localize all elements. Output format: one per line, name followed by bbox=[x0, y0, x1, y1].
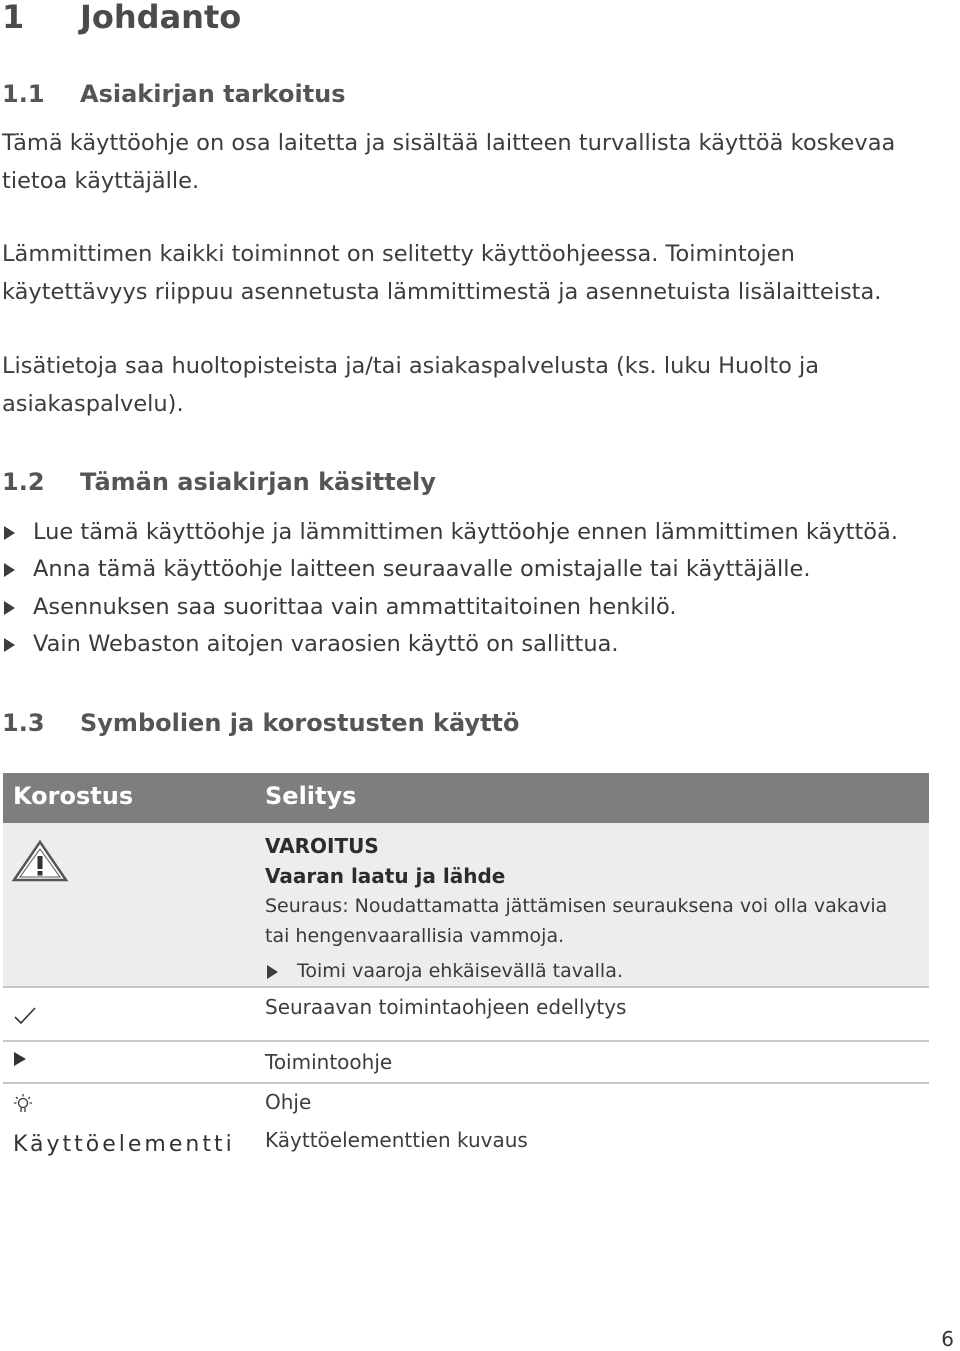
warning-subtitle: Vaaran laatu ja lähde bbox=[265, 864, 506, 888]
section-number: 1.2 bbox=[2, 468, 45, 496]
column-header-emphasis: Korostus bbox=[13, 782, 134, 810]
table-row bbox=[3, 1084, 929, 1122]
list-item bbox=[2, 514, 898, 551]
table-row bbox=[3, 1122, 929, 1167]
table-row bbox=[3, 1042, 929, 1084]
section-number: 1.3 bbox=[2, 709, 45, 737]
chapter-heading bbox=[2, 0, 241, 36]
list-item-text: Anna tämä käyttöohje laitteen seuraavalle omistajalle tai käyttäjälle. bbox=[33, 556, 811, 583]
section-heading-1-3 bbox=[2, 709, 520, 737]
symbols-table bbox=[3, 773, 929, 1167]
warning-title: VAROITUS bbox=[265, 834, 379, 858]
table-cell-text: Ohje bbox=[265, 1090, 312, 1114]
paragraph-functions: Lämmittimen kaikki toiminnot on selitetty käyttöohjeessa. Toimintojen käytettävyys riippuu asennetusta lämmittimestä ja asennetuista lisälaitteista. bbox=[2, 241, 882, 305]
warning-action-text: Toimi vaaroja ehkäisevällä tavalla. bbox=[297, 960, 623, 982]
table-row-warning bbox=[3, 823, 929, 988]
triangle-arrow-icon bbox=[4, 563, 15, 577]
section-heading-1-2 bbox=[2, 468, 436, 496]
list-item bbox=[2, 626, 898, 663]
paragraph-purpose: Tämä käyttöohje on osa laitetta ja sisältää laitteen turvallista käyttöä koskevaa tietoa käyttäjälle. bbox=[2, 130, 896, 194]
table-cell-text: Seuraavan toimintaohjeen edellytys bbox=[265, 995, 627, 1019]
warning-action bbox=[265, 956, 905, 986]
instruction-list bbox=[2, 514, 898, 663]
table-cell-text: Käyttöelementtien kuvaus bbox=[265, 1128, 528, 1152]
table-header bbox=[3, 773, 929, 823]
column-header-explanation: Selitys bbox=[265, 782, 357, 810]
section-title: Symbolien ja korostusten käyttö bbox=[80, 709, 520, 737]
warning-consequence: Seuraus: Noudattamatta jättämisen seurauksena voi olla vakavia tai hengenvaarallisia vammoja. bbox=[265, 895, 888, 947]
list-item-text: Vain Webaston aitojen varaosien käyttö on sallittua. bbox=[33, 630, 619, 657]
chapter-title: Johdanto bbox=[80, 0, 242, 36]
list-item-text: Asennuksen saa suorittaa vain ammattitaitoinen henkilö. bbox=[33, 593, 677, 620]
section-number: 1.1 bbox=[2, 80, 45, 108]
list-item-text: Lue tämä käyttöohje ja lämmittimen käyttöohje ennen lämmittimen käyttöä. bbox=[33, 519, 898, 545]
list-item bbox=[2, 551, 898, 588]
warning-description bbox=[265, 831, 905, 986]
table-cell-text: Toimintoohje bbox=[265, 1050, 393, 1074]
section-title: Tämän asiakirjan käsittely bbox=[80, 468, 436, 496]
triangle-arrow-icon bbox=[4, 638, 15, 652]
lightbulb-icon bbox=[13, 1093, 35, 1119]
page-number: 6 bbox=[941, 1327, 954, 1351]
section-heading-1-1 bbox=[2, 80, 346, 108]
triangle-arrow-icon bbox=[13, 1051, 27, 1071]
checkmark-icon bbox=[13, 1006, 37, 1030]
triangle-arrow-icon bbox=[4, 526, 15, 540]
triangle-arrow-icon bbox=[267, 965, 278, 979]
list-item bbox=[2, 589, 898, 626]
paragraph-more-info: Lisätietoja saa huoltopisteista ja/tai asiakaspalvelusta (ks. luku Huolto ja asiakaspalvelu). bbox=[2, 353, 820, 417]
table-row bbox=[3, 988, 929, 1042]
chapter-number: 1 bbox=[2, 0, 25, 36]
control-element-label: Käyttöelementti bbox=[13, 1132, 235, 1157]
triangle-arrow-icon bbox=[4, 601, 15, 615]
section-title: Asiakirjan tarkoitus bbox=[80, 80, 346, 108]
warning-triangle-icon bbox=[11, 839, 69, 887]
